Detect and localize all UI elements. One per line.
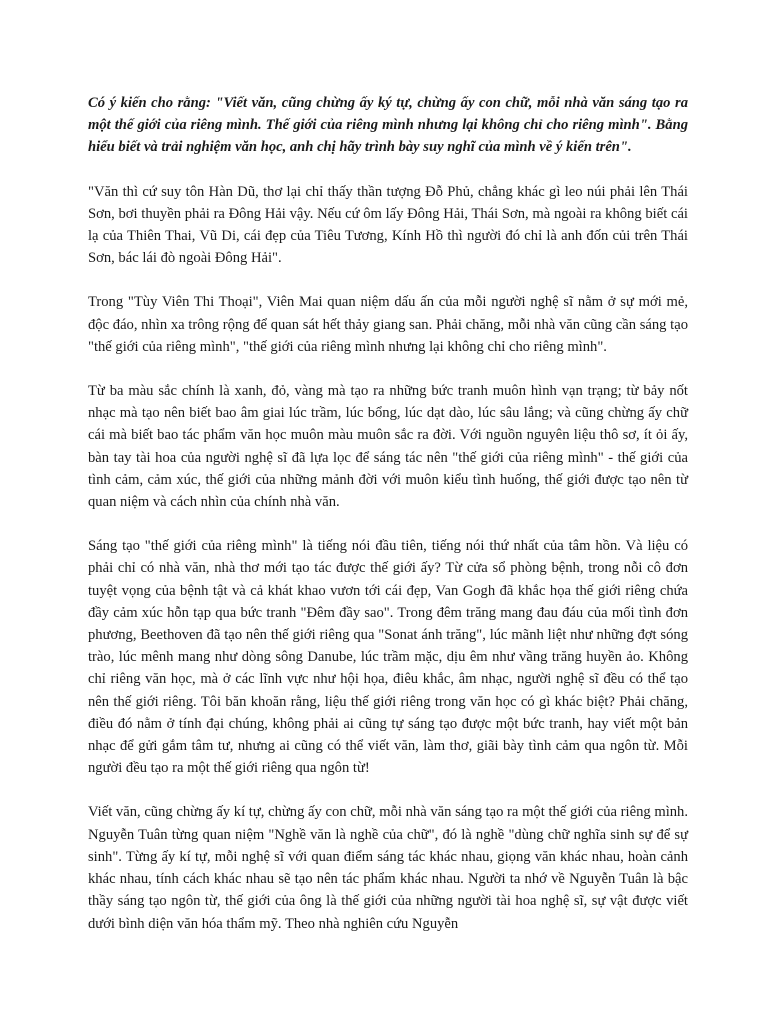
paragraph-3: Từ ba màu sắc chính là xanh, đỏ, vàng mà tạo ra những bức tranh muôn hình vạn trạng; từ bảy nốt nhạc mà tạo nên biết bao âm giai lúc trầm, lúc bổng, lúc dạt dào, lúc sâu lắng; và cũng chừng ấy chữ cái mà biết bao tác phẩm văn học muôn màu muôn sắc ra đời. Với nguồn nguyên liệu thô sơ, ít ỏi ấy, bàn tay tài hoa của người nghệ sĩ đã lựa lọc để sáng tác nên "thế giới của riêng mình" - thế giới của tình cảm, cảm xúc, thế giới của những mảnh đời với muôn kiểu tình huống, thế giới được tạo nên từ quan niệm và cách nhìn của chính nhà văn. — [88, 383, 688, 511]
essay-prompt: Có ý kiến cho rằng: "Viết văn, cũng chừng ấy ký tự, chừng ấy con chữ, mỗi nhà văn sáng tạo ra một thế giới của riêng mình. Thế giới của riêng mình nhưng lại không chỉ cho riêng mình". Bằng hiểu biết và trải nghiệm văn học, anh chị hãy trình bày suy nghĩ của mình về ý kiến trên". — [88, 95, 688, 156]
paragraph-4: Sáng tạo "thế giới của riêng mình" là tiếng nói đầu tiên, tiếng nói thứ nhất của tâm hồn. Và liệu có phải chỉ có nhà văn, nhà thơ mới tạo tác được thế giới ấy? Từ cửa sổ phòng bệnh, trong nỗi cô đơn tuyệt vọng của bệnh tật và cả khát khao vươn tới cái đẹp, Van Gogh đã khắc họa thế giới riêng chứa đầy cảm xúc hỗn tạp qua bức tranh "Đêm đầy sao". Trong đêm trăng mang đau đáu của mối tình đơn phương, Beethoven đã tạo nên thế giới riêng qua "Sonat ánh trăng", lúc mãnh liệt như những đợt sóng trào, lúc mênh mang như dòng sông Danube, lúc trầm mặc, dịu êm như vầng trăng huyền ảo. Không chỉ riêng văn học, mà ở các lĩnh vực như hội họa, điêu khắc, âm nhạc, người nghệ sĩ đều có thể tạo nên thế giới riêng. Tôi băn khoăn rằng, liệu thế giới riêng trong văn học có gì khác biệt? Phải chăng, điều đó nằm ở tính đại chúng, không phải ai cũng tự sáng tạo được một bức tranh, hay viết một bản nhạc để gửi gắm tâm tư, nhưng ai cũng có thể viết văn, làm thơ, giãi bày tình cảm qua ngôn từ. Mỗi người đều tạo ra một thế giới riêng qua ngôn từ! — [88, 538, 688, 777]
paragraph-2: Trong "Tùy Viên Thi Thoại", Viên Mai quan niệm dấu ấn của mỗi người nghệ sĩ nằm ở sự mới mẻ, độc đáo, nhìn xa trông rộng để quan sát hết thảy giang san. Phải chăng, mỗi nhà văn cũng cần sáng tạo "thế giới của riêng mình", "thế giới của riêng mình nhưng lại không chỉ cho riêng mình". — [88, 294, 688, 355]
paragraph-5: Viết văn, cũng chừng ấy kí tự, chừng ấy con chữ, mỗi nhà văn sáng tạo ra một thế giới của riêng mình. Nguyễn Tuân từng quan niệm "Nghề văn là nghề của chữ", đó là nghề "dùng chữ nghĩa sinh sự để sự sinh". Từng ấy kí tự, mỗi nghệ sĩ với quan điểm sáng tác khác nhau, giọng văn khác nhau, hoàn cảnh khác nhau, tính cách khác nhau sẽ tạo nên tác phẩm khác nhau. Người ta nhớ về Nguyễn Tuân là bậc thầy sáng tạo ngôn từ, thế giới của ông là thế giới của những người tài hoa nghệ sĩ, sự vật được viết dưới bình diện văn hóa thẩm mỹ. Theo nhà nghiên cứu Nguyễn — [88, 804, 688, 932]
paragraph-1: "Văn thì cứ suy tôn Hàn Dũ, thơ lại chỉ thấy thần tượng Đỗ Phủ, chẳng khác gì leo núi phải lên Thái Sơn, bơi thuyền phải ra Đông Hải vậy. Nếu cứ ôm lấy Đông Hải, Thái Sơn, mà ngoài ra không biết cái lạ của Thiên Thai, Vũ Di, cái đẹp của Tiêu Tương, Kính Hồ thì người đó chỉ là anh đốn củi trên Thái Sơn, bác lái đò ngoài Đông Hải". — [88, 183, 688, 267]
